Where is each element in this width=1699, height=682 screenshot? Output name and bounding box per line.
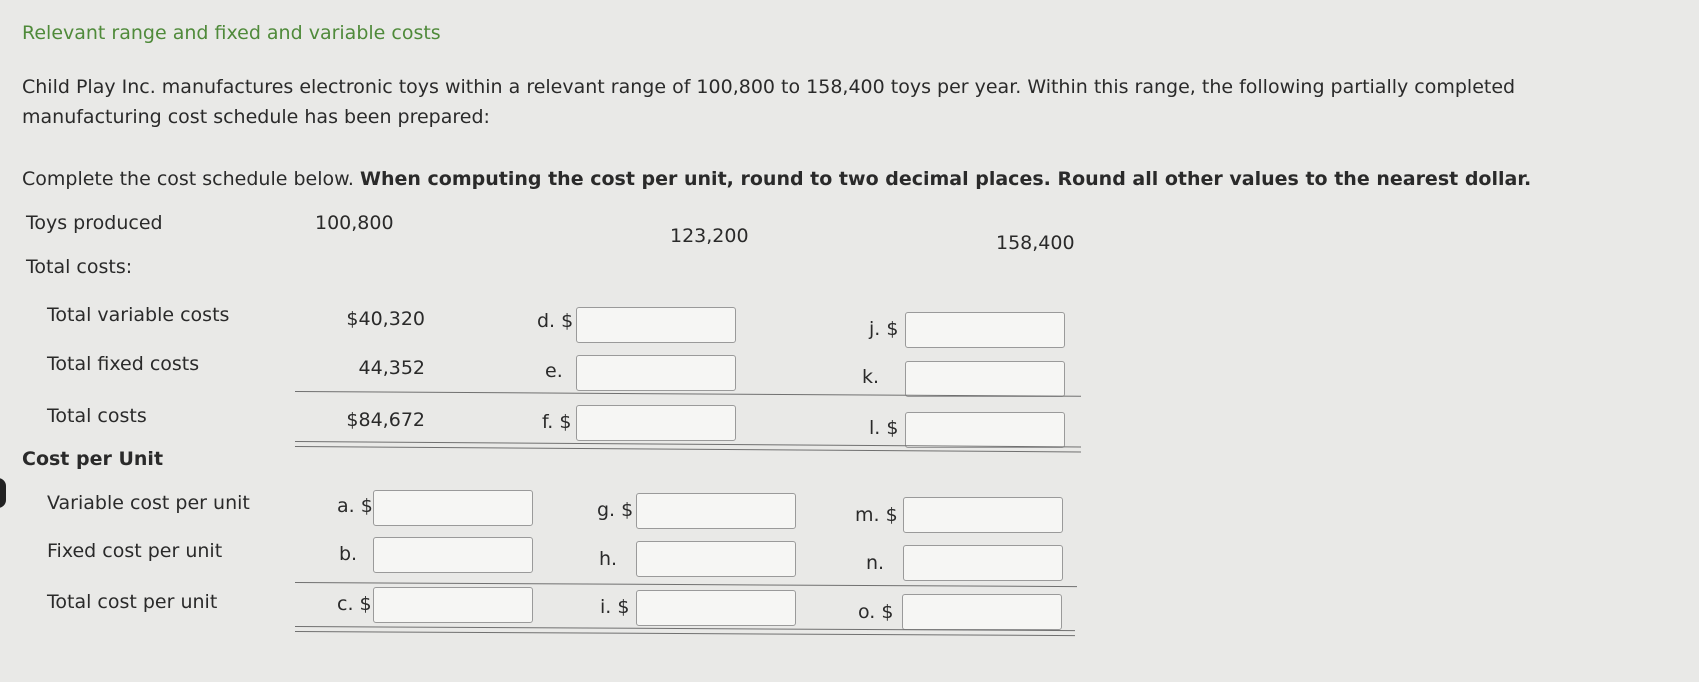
input-c[interactable] (373, 587, 533, 623)
instructions-bold: When computing the cost per unit, round to two decimal places. Round all other values to the nearest dollar. (360, 168, 1532, 190)
input-e[interactable] (576, 355, 736, 391)
input-n[interactable] (903, 545, 1063, 581)
left-edge-marker (0, 478, 6, 508)
label-j: j. $ (869, 318, 899, 340)
input-m[interactable] (903, 497, 1063, 533)
instructions (22, 168, 1642, 190)
input-g[interactable] (636, 493, 796, 529)
input-h[interactable] (636, 541, 796, 577)
toys-produced-label: Toys produced (26, 212, 163, 234)
input-l[interactable] (905, 412, 1065, 448)
total-fixed-costs-label: Total fixed costs (47, 353, 200, 375)
label-f: f. $ (542, 411, 572, 433)
input-i[interactable] (636, 590, 796, 626)
input-b[interactable] (373, 537, 533, 573)
input-a[interactable] (373, 490, 533, 526)
label-n: n. (866, 552, 885, 574)
input-j[interactable] (905, 312, 1065, 348)
total-variable-costs-given: $40,320 (346, 308, 425, 330)
label-e: e. (545, 360, 563, 382)
input-k[interactable] (905, 361, 1065, 397)
total-fixed-costs-given: 44,352 (358, 357, 425, 379)
input-o[interactable] (902, 594, 1062, 630)
cost-per-unit-label: Cost per Unit (22, 448, 164, 470)
label-h: h. (599, 548, 618, 570)
label-d: d. $ (537, 310, 574, 332)
label-c: c. $ (337, 593, 372, 615)
problem-intro: Child Play Inc. manufactures electronic toys within a relevant range of 100,800 to 158,400 toys per year. Within this range, the following partially completed manufacturing cost schedule has been prepared: (22, 76, 1516, 128)
total-costs-label: Total costs: (26, 256, 133, 278)
label-g: g. $ (597, 499, 634, 521)
label-m: m. $ (855, 504, 898, 526)
column-header-1: 100,800 (315, 212, 394, 234)
variable-cost-per-unit-label: Variable cost per unit (47, 492, 250, 514)
instructions-plain: Complete the cost schedule below. (22, 168, 361, 190)
label-b: b. (339, 543, 358, 565)
total-costs-given: $84,672 (346, 409, 425, 431)
label-i: i. $ (600, 596, 630, 618)
column-header-3: 158,400 (996, 232, 1075, 254)
label-a: a. $ (337, 495, 373, 517)
page-title: Relevant range and fixed and variable costs (22, 22, 441, 44)
fixed-cost-per-unit-label: Fixed cost per unit (47, 540, 223, 562)
label-k: k. (862, 366, 880, 388)
total-costs-row-label: Total costs (47, 405, 147, 427)
column-header-2: 123,200 (670, 225, 749, 247)
input-f[interactable] (576, 405, 736, 441)
label-l: l. $ (869, 417, 899, 439)
total-cost-per-unit-label: Total cost per unit (47, 591, 218, 613)
total-variable-costs-label: Total variable costs (47, 304, 230, 326)
label-o: o. $ (858, 601, 894, 623)
input-d[interactable] (576, 307, 736, 343)
